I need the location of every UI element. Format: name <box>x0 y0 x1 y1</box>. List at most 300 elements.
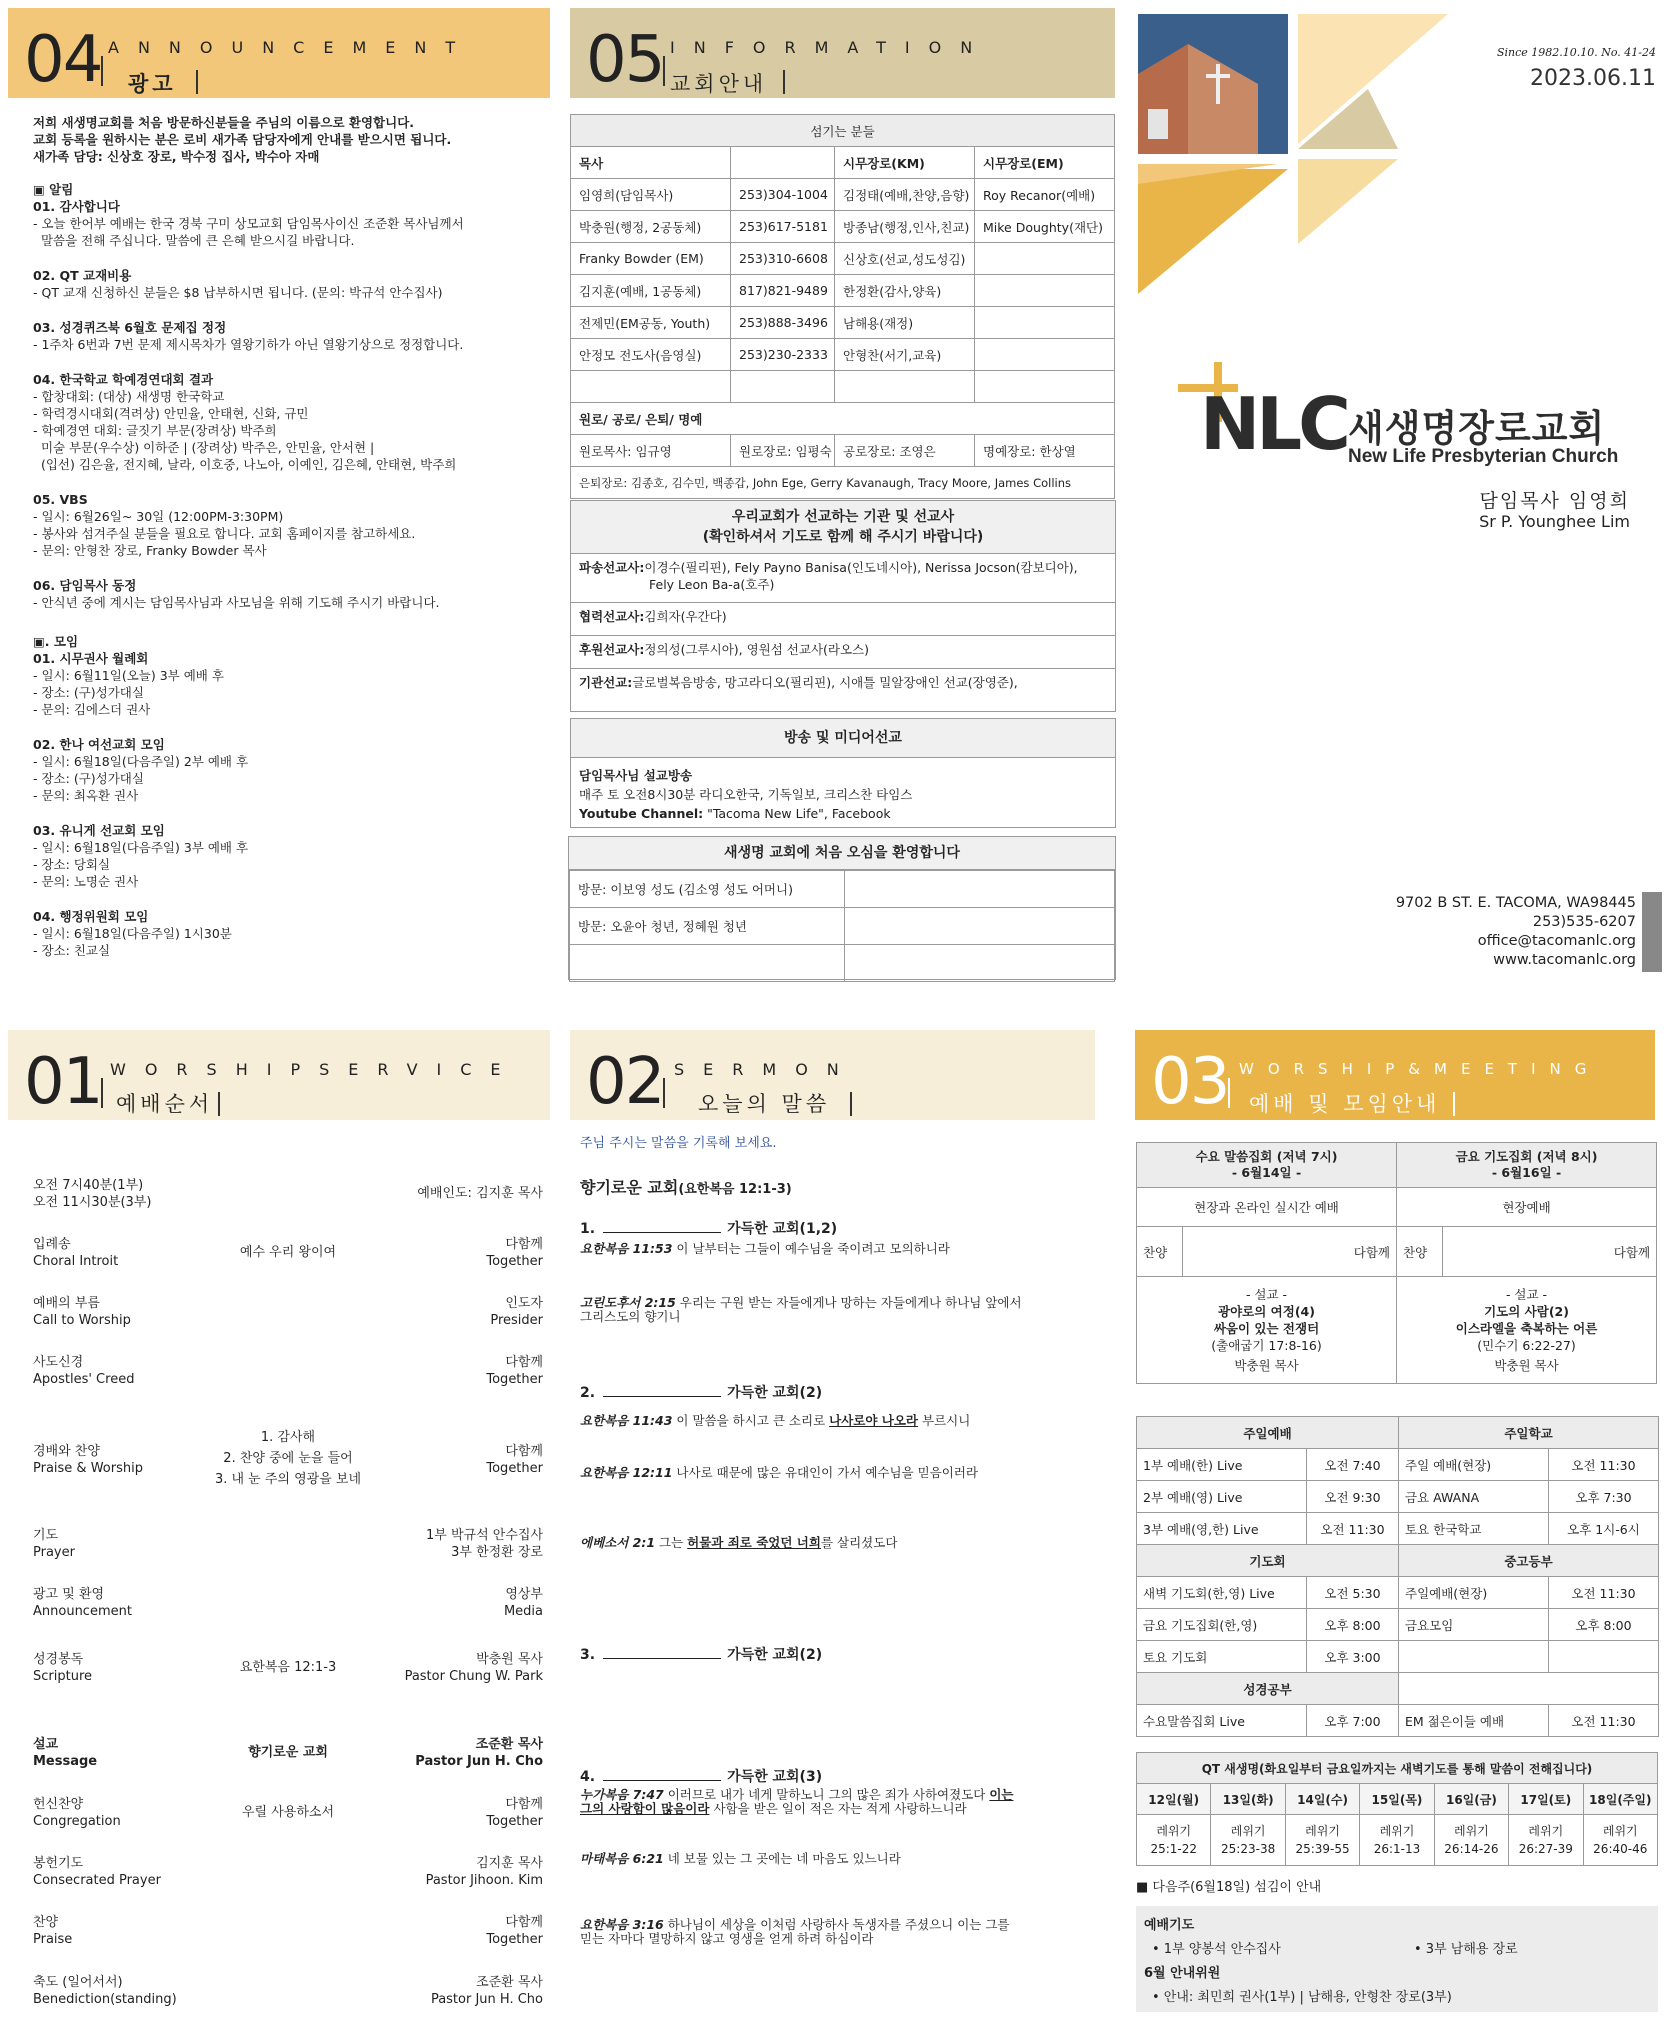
point-number: 1. <box>580 1221 596 1237</box>
announcement-header <box>8 8 550 98</box>
meeting-heading: ▣. 모임 <box>33 634 79 649</box>
schedule-heading <box>1137 1673 1659 1705</box>
wed-type: 현장과 온라인 실시간 예배 <box>1137 1188 1397 1227</box>
schedule-cell: 토요 기도회 <box>1137 1641 1307 1673</box>
table-row <box>571 307 1115 339</box>
verse-text: 이 말씀을 하시고 큰 소리로 <box>672 1413 830 1428</box>
worship-item <box>33 1736 543 1772</box>
worship-item <box>33 1586 543 1622</box>
worship-item <box>33 1236 543 1272</box>
website-link[interactable]: www.tacomanlc.org <box>1493 952 1636 968</box>
item-ko: 설교 <box>33 1737 59 1752</box>
qt-ref <box>1509 1815 1583 1866</box>
retired-elders: 은퇴장로: 김종호, 김수민, 백종갑, John Ege, Gerry Kavanaugh, Tracy Moore, James Collins <box>571 467 1115 499</box>
logo-text: NLC <box>1200 382 1347 466</box>
scripture-verse <box>580 1414 1100 1428</box>
worship-item <box>33 1527 543 1563</box>
section-number: 04 <box>24 23 102 97</box>
table-cell: 253)888-3496 <box>731 307 835 339</box>
scripture-verse <box>580 1536 1100 1550</box>
table-cell: 253)310-6608 <box>731 243 835 275</box>
table-cell: 253)304-1004 <box>731 179 835 211</box>
item-en: Choral Introit <box>33 1254 119 1269</box>
table-cell: 김정태(예배,찬양,음향) <box>835 179 975 211</box>
serving-title: 섬기는 분들 <box>571 115 1115 147</box>
notice-block <box>33 371 533 473</box>
qt-book: 레위기 <box>1379 1824 1415 1838</box>
welcome-box <box>568 836 1116 980</box>
table-row <box>571 243 1115 275</box>
schedule-cell: 새벽 기도회(한,영) Live <box>1137 1577 1307 1609</box>
pastor-ko: 담임목사 임영희 <box>1479 490 1630 512</box>
elders-heading: 원로/ 공로/ 은퇴/ 명예 <box>571 403 1115 435</box>
role-en: Pastor Chung W. Park <box>404 1669 543 1684</box>
section-title-en: WORSHIP&MEETING <box>1239 1060 1601 1078</box>
service-time: 오전 7시40분(1부) 오전 11시30분(3부) <box>33 1178 152 1210</box>
table-cell: Roy Recanor(예배) <box>975 179 1115 211</box>
table-cell <box>975 275 1115 307</box>
information-header <box>570 8 1115 98</box>
item-ko: 찬양 <box>33 1915 59 1930</box>
praise-song: 2. 찬양 중에 눈을 들어 <box>223 1451 353 1466</box>
schedule-cell: 토요 한국학교 <box>1399 1513 1549 1545</box>
scripture-verse <box>580 1242 1100 1256</box>
schedule-row <box>1137 1513 1659 1545</box>
worship-item <box>33 1974 543 2010</box>
mission-row <box>571 669 1115 701</box>
role-ko: 다함께 <box>505 1237 543 1252</box>
item-middle: 예수 우리 왕이여 <box>239 1245 337 1260</box>
schedule-cell: 2부 예배(영) Live <box>1137 1481 1307 1513</box>
elder-cell: 원로목사: 임규영 <box>571 435 731 467</box>
verse-ref: 요한복음 11:43 <box>580 1413 673 1428</box>
item-en: Praise & Worship <box>33 1461 143 1476</box>
notice-title: 01. 감사합니다 <box>33 199 120 214</box>
table-row <box>571 339 1115 371</box>
qt-chapter: 26:27-39 <box>1518 1842 1573 1856</box>
mission-text: Fely Leon Ba-a(호주) <box>649 577 775 592</box>
mission-box <box>570 500 1116 712</box>
schedule-cell: 1부 예배(한) Live <box>1137 1449 1307 1481</box>
pastor-en: Sr P. Younghee Lim <box>1479 512 1630 531</box>
mission-row <box>571 554 1115 603</box>
role-en: Presider <box>490 1313 543 1328</box>
scripture-verse <box>580 1466 1100 1480</box>
worship-item-label <box>33 1855 161 1889</box>
praise-song: 1. 감사해 <box>260 1430 316 1445</box>
meeting-line: - 문의: 노명순 권사 <box>33 874 139 889</box>
schedule-cell: 오전 9:30 <box>1307 1481 1399 1513</box>
media-title: 방송 및 미디어선교 <box>571 719 1115 758</box>
qt-day: 17일(토) <box>1509 1784 1583 1815</box>
section-title-en: WORSHIPSERVICE <box>110 1060 520 1079</box>
table-cell: 신상호(선교,성도성김) <box>835 243 975 275</box>
worship-item-role <box>426 1855 543 1889</box>
mission-label: 파송선교사: <box>579 560 645 575</box>
schedule-heading <box>1137 1545 1659 1577</box>
worship-header <box>8 1030 550 1120</box>
phone: 253)535-6207 <box>1532 914 1636 930</box>
qt-day: 15일(목) <box>1360 1784 1434 1815</box>
schedule-cell: 주일 예배(현장) <box>1399 1449 1549 1481</box>
schedule-head: 기도회 <box>1137 1545 1399 1577</box>
mission-text: 김희자(우간다) <box>644 609 727 624</box>
notice-title: 02. QT 교재비용 <box>33 268 132 283</box>
schedule-cell: 수요말씀집회 Live <box>1137 1705 1307 1737</box>
worship-item-label <box>33 1914 72 1948</box>
worship-item-label <box>33 1527 75 1561</box>
table-cell: 전제민(EM공동, Youth) <box>571 307 731 339</box>
worship-item-role <box>486 1236 543 1270</box>
schedule-cell: 오전 11:30 <box>1307 1513 1399 1545</box>
meeting-line: - 일시: 6월18일(다음주일) 1시30분 <box>33 926 232 941</box>
meeting-header <box>1135 1030 1655 1120</box>
qt-book: 레위기 <box>1305 1824 1340 1838</box>
section-number: 05 <box>586 23 664 97</box>
verse-text: 네 보물 있는 그 곳에는 네 마음도 있느니라 <box>663 1851 901 1866</box>
notice-title: 05. VBS <box>33 492 88 507</box>
schedule-cell: 오전 11:30 <box>1549 1577 1659 1609</box>
table-cell <box>975 243 1115 275</box>
qt-day: 12일(월) <box>1137 1784 1211 1815</box>
church-name-en: New Life Presbyterian Church <box>1348 446 1619 467</box>
qt-chapter: 25:23-38 <box>1221 1842 1276 1856</box>
schedule-cell: 오전 7:40 <box>1307 1449 1399 1481</box>
table-cell <box>975 307 1115 339</box>
qt-table <box>1136 1752 1658 1866</box>
welcome-line: 새가족 담당: 신상호 장로, 박수정 집사, 박수아 자매 <box>33 149 320 164</box>
role-ko: 인도자 <box>505 1296 543 1311</box>
fri-type: 현장예배 <box>1397 1188 1657 1227</box>
verse-text: 이 날부터는 그들이 예수님을 죽이려고 모의하니라 <box>672 1241 950 1256</box>
qt-ref <box>1285 1815 1359 1866</box>
item-ko: 축도 (일어서서) <box>33 1975 123 1990</box>
worship-item-label <box>33 1974 177 2008</box>
verse-underline: 허물과 죄로 죽었던 너희 <box>687 1535 821 1550</box>
table-cell: 안형찬(서기,교육) <box>835 339 975 371</box>
meeting-title: 04. 행정위원회 모임 <box>33 909 149 924</box>
role-ko: 다함께 <box>505 1355 543 1370</box>
item-en: Scripture <box>33 1669 93 1684</box>
meeting-block <box>33 650 533 718</box>
verse-text: 부르시니 <box>918 1413 971 1428</box>
notice-line: - 문의: 안형찬 장로, Franky Bowder 목사 <box>33 543 267 558</box>
notice-block <box>33 491 533 559</box>
fill-in-blank[interactable] <box>603 1768 721 1781</box>
meeting-line: - 일시: 6월18일(다음주일) 3부 예배 후 <box>33 840 249 855</box>
role-en: Together <box>486 1461 543 1476</box>
schedule-cell: 오전 5:30 <box>1307 1577 1399 1609</box>
schedule-head: 주일예배 <box>1137 1417 1399 1449</box>
qt-chapter: 26:14-26 <box>1444 1842 1499 1856</box>
role-en: Pastor Jun H. Cho <box>430 1992 543 2007</box>
verse-text: 를 살리셨도다 <box>820 1535 898 1550</box>
qt-book: 레위기 <box>1230 1824 1266 1838</box>
notice-line: - 일시: 6월26일~ 30일 (12:00PM-3:30PM) <box>33 509 284 524</box>
qt-ref <box>1583 1815 1657 1866</box>
elder-cell: 원로장로: 임평숙 <box>731 435 835 467</box>
role-en: 3부 한정환 장로 <box>451 1545 543 1560</box>
elder-cell: 명예장로: 한상열 <box>975 435 1115 467</box>
media-youtube: Youtube Channel: "Tacoma New Life", Facebook <box>579 806 891 821</box>
worship-item-role <box>415 1736 543 1770</box>
elder-cell: 공로장로: 조영은 <box>835 435 975 467</box>
sermon-point <box>580 1218 837 1238</box>
table-cell <box>975 339 1115 371</box>
visitor-cell: 방문: 오윤아 청년, 정혜원 청년 <box>570 908 845 945</box>
table-cell: 한정환(감사,양육) <box>835 275 975 307</box>
welcome-line: 저희 새생명교회를 처음 방문하신분들을 주님의 이름으로 환영합니다. <box>33 115 415 130</box>
prayer-1: • 1부 양봉석 안수집사 <box>1152 1942 1281 1957</box>
col-header: 시무장로(EM) <box>975 147 1115 179</box>
welcome-line: 교회 등록을 원하시는 분은 로비 새가족 담당자에게 안내를 받으시면 됩니다. <box>33 132 452 147</box>
meeting-line: - 장소: 친교실 <box>33 943 111 958</box>
schedule-cell <box>1549 1641 1659 1673</box>
point-number: 2. <box>580 1385 596 1401</box>
fill-in-blank[interactable] <box>603 1220 721 1233</box>
schedule-row <box>1137 1641 1659 1673</box>
item-ko: 경배와 찬양 <box>33 1444 100 1459</box>
schedule-cell: 오전 11:30 <box>1549 1449 1659 1481</box>
item-ko: 헌신찬양 <box>33 1797 84 1812</box>
role-ko: 1부 박규석 안수집사 <box>426 1528 543 1543</box>
schedule-cell: EM 젊은이들 예배 <box>1399 1705 1549 1737</box>
item-en: Prayer <box>33 1545 75 1560</box>
worship-item-role <box>490 1295 543 1329</box>
mission-text: 글로벌복음방송, 망고라디오(필리핀), 시애틀 밀알장애인 선교(장영준), <box>632 675 1018 690</box>
fill-in-blank[interactable] <box>603 1646 721 1659</box>
section-title-ko: 오늘의 말씀 <box>698 1092 831 1116</box>
table-cell: Franky Bowder (EM) <box>571 243 731 275</box>
section-number: 02 <box>586 1045 664 1119</box>
notice-line: - 오늘 한어부 예배는 한국 경북 구미 상모교회 담임목사이신 조준환 목사님께서 <box>33 216 464 231</box>
item-en: Praise <box>33 1932 73 1947</box>
address: 9702 B ST. E. TACOMA, WA98445 <box>1395 895 1636 911</box>
sermon-point <box>580 1644 822 1664</box>
verse-underline: 이는 <box>989 1787 1014 1802</box>
item-ko: 봉헌기도 <box>33 1856 84 1871</box>
item-ko: 광고 및 환영 <box>33 1587 105 1602</box>
schedule-cell: 3부 예배(영,한) Live <box>1137 1513 1307 1545</box>
schedule-row <box>1137 1481 1659 1513</box>
qt-title: QT 새생명(화요일부터 금요일까지는 새벽기도를 통해 말씀이 전해집니다) <box>1137 1753 1658 1784</box>
role-ko: 김지훈 목사 <box>476 1856 543 1871</box>
table-cell: 박충원(행정, 2공동체) <box>571 211 731 243</box>
worship-item-role <box>426 1527 543 1561</box>
mission-label: 협력선교사: <box>579 609 645 624</box>
worship-item-role <box>405 1651 543 1685</box>
col-header <box>731 147 835 179</box>
praise-song: 3. 내 눈 주의 영광을 보네 <box>214 1472 362 1487</box>
scripture-verse <box>580 1788 1100 1816</box>
scripture-verse <box>580 1296 1100 1324</box>
wed-sermon: - 설교 - 광야로의 여정(4) 싸움이 있는 전쟁터 (출애굽기 17:8-16) 박충원 목사 <box>1137 1277 1397 1384</box>
qt-book: 레위기 <box>1528 1824 1564 1838</box>
point-number: 4. <box>580 1769 596 1785</box>
notice-line: - 학력경시대회(격려상) 안민율, 안태현, 신화, 규민 <box>33 406 309 421</box>
section-title-ko: 광고 <box>128 72 177 96</box>
worship-item <box>33 1651 543 1687</box>
schedule-cell: 오후 1시-6시 <box>1549 1513 1659 1545</box>
notice-line: - 합창대회: (대상) 새생명 한국학교 <box>33 389 225 404</box>
schedule-row <box>1137 1449 1659 1481</box>
together-label: 다함께 <box>1183 1227 1397 1277</box>
verse-ref: 마태복음 6:21 <box>580 1851 664 1866</box>
role-en: Together <box>486 1814 543 1829</box>
notice-line: 미술 부문(우수상) 이하준 | (장려상) 박주은, 안민율, 안서현 | <box>33 440 375 455</box>
qt-day: 13일(화) <box>1211 1784 1285 1815</box>
item-en: Message <box>33 1754 98 1769</box>
meeting-title: 01. 시무권사 월례회 <box>33 651 149 666</box>
worship-item-role <box>504 1586 543 1620</box>
worship-item <box>33 1855 543 1891</box>
role-en: Pastor Jun H. Cho <box>415 1754 543 1769</box>
schedule-cell: 금요 AWANA <box>1399 1481 1549 1513</box>
praise-songs <box>33 1427 543 1490</box>
table-row <box>571 211 1115 243</box>
schedule-row <box>1137 1609 1659 1641</box>
item-ko: 성경봉독 <box>33 1652 84 1667</box>
role-en: Media <box>503 1604 543 1619</box>
schedule-heading <box>1137 1417 1659 1449</box>
notice-line: - 안식년 중에 계시는 담임목사님과 사모님을 위해 기도해 주시기 바랍니다. <box>33 595 440 610</box>
sermon-point <box>580 1382 822 1402</box>
sermon-title: 향기로운 교회(요한복음 12:1-3) <box>580 1178 792 1197</box>
item-en: Apostles' Creed <box>33 1372 135 1387</box>
table-cell: 253)230-2333 <box>731 339 835 371</box>
qt-book: 레위기 <box>1156 1824 1192 1838</box>
schedule-cell: 오후 3:00 <box>1307 1641 1399 1673</box>
item-en: Call to Worship <box>33 1313 131 1328</box>
media-box <box>570 718 1116 828</box>
point-text: 가득한 교회(2) <box>727 1647 823 1663</box>
point-text: 가득한 교회(1,2) <box>727 1221 838 1237</box>
schedule-cell: 금요모임 <box>1399 1609 1549 1641</box>
together-label: 다함께 <box>1443 1227 1657 1277</box>
qt-ref <box>1360 1815 1434 1866</box>
verse-ref: 요한복음 3:16 <box>580 1917 664 1932</box>
hymn-label: 찬양 <box>1137 1227 1183 1277</box>
meeting-block <box>33 822 533 890</box>
role-en: Pastor Jihoon. Kim <box>425 1873 543 1888</box>
table-cell: 817)821-9489 <box>731 275 835 307</box>
side-bar <box>1642 892 1662 972</box>
worship-item <box>33 1796 543 1832</box>
item-middle: 요한복음 12:1-3 <box>239 1660 337 1675</box>
qt-day: 18일(주일) <box>1583 1784 1657 1815</box>
meeting-line: - 문의: 최옥환 권사 <box>33 788 139 803</box>
notice-title: 06. 담임목사 동정 <box>33 578 137 593</box>
role-ko: 다함께 <box>505 1915 543 1930</box>
verse-underline: 나사로야 나오라 <box>829 1413 919 1428</box>
announcement-body <box>33 114 533 977</box>
table-cell: 남해용(재정) <box>835 307 975 339</box>
mission-text: 이경수(필리핀), Fely Payno Banisa(인도네시아), Nerissa Jocson(캄보디아), <box>644 560 1078 575</box>
qt-chapter: 26:1-13 <box>1373 1842 1421 1856</box>
meeting-line: - 일시: 6월11일(오늘) 3부 예배 후 <box>33 668 224 683</box>
notice-block <box>33 577 533 611</box>
table-cell: 임영희(담임목사) <box>571 179 731 211</box>
item-en: Benediction(standing) <box>33 1992 177 2007</box>
serving-table <box>570 114 1115 499</box>
worship-item <box>33 1430 543 1487</box>
point-text: 가득한 교회(2) <box>727 1385 823 1401</box>
section-title-en: SERMON <box>674 1060 858 1079</box>
mission-label: 후원선교사: <box>579 642 645 657</box>
schedule-table <box>1136 1416 1659 1737</box>
next-week-heading: ■ 다음주(6월18일) 섬김이 안내 <box>1136 1880 1322 1895</box>
qt-ref <box>1434 1815 1508 1866</box>
usher-heading: 6월 안내위원 <box>1144 1966 1221 1981</box>
media-sub: 담임목사님 설교방송 <box>579 768 693 783</box>
role-en: Together <box>486 1254 543 1269</box>
notice-block <box>33 319 533 353</box>
item-en: Announcement <box>33 1604 132 1619</box>
verse-text: 믿는 자마다 멸망하지 않고 영생을 얻게 하려 하심이라 <box>580 1931 874 1946</box>
section-title-en: INFORMATION <box>670 38 992 57</box>
table-cell: 안정모 전도사(음영실) <box>571 339 731 371</box>
section-number: 03 <box>1151 1045 1229 1119</box>
mission-row <box>571 636 1115 669</box>
prayer-3: • 3부 남해용 장로 <box>1414 1942 1518 1957</box>
verse-ref: 요한복음 12:11 <box>580 1465 673 1480</box>
qt-ref <box>1211 1815 1285 1866</box>
mission-label: 기관선교: <box>579 675 633 690</box>
worship-item <box>33 1354 543 1390</box>
prayer-heading: 예배기도 <box>1144 1918 1195 1933</box>
church-name-ko: 새생명장로교회 <box>1348 407 1606 450</box>
item-ko: 예배의 부름 <box>33 1296 100 1311</box>
item-ko: 기도 <box>33 1528 59 1543</box>
fri-title: 금요 기도집회 (저녁 8시) - 6월16일 - <box>1397 1143 1657 1188</box>
midweek-table <box>1136 1142 1657 1384</box>
scripture-verse <box>580 1918 1100 1946</box>
schedule-row <box>1137 1577 1659 1609</box>
mission-row <box>571 603 1115 636</box>
schedule-row <box>1137 1705 1659 1737</box>
item-en: Consecrated Prayer <box>33 1873 161 1888</box>
hymn-label: 찬양 <box>1397 1227 1443 1277</box>
meeting-line: - 장소: (구)성가대실 <box>33 771 144 786</box>
sermon-point <box>580 1766 822 1786</box>
mission-title: 우리교회가 선교하는 기관 및 선교사 <box>731 509 955 525</box>
usher-line: • 안내: 최민희 권사(1부) | 남해용, 안형찬 장로(3부) <box>1152 1990 1452 2005</box>
point-number: 3. <box>580 1647 596 1663</box>
table-row <box>571 275 1115 307</box>
email-link[interactable]: office@tacomanlc.org <box>1477 933 1636 949</box>
welcome-title: 새생명 교회에 처음 오심을 환영합니다 <box>569 837 1115 870</box>
verse-text: 하나님이 세상을 이처럼 사랑하사 독생자를 주셨으니 이는 그를 <box>663 1917 1010 1932</box>
qt-chapter: 25:1-22 <box>1150 1842 1197 1856</box>
table-cell: 김지훈(예배, 1공동체) <box>571 275 731 307</box>
worship-item-role <box>431 1974 543 2008</box>
deco-triangle <box>1138 169 1288 294</box>
table-cell: Mike Doughty(재단) <box>975 211 1115 243</box>
church-logo <box>1170 362 1650 472</box>
verse-ref: 누가복음 7:47 <box>580 1787 664 1802</box>
notice-line: (입선) 김은율, 전지혜, 날라, 이호중, 나노아, 이예인, 김은혜, 안태현, 박주희 <box>33 457 457 472</box>
fill-in-blank[interactable] <box>603 1384 721 1397</box>
meeting-title: 02. 한나 여선교회 모임 <box>33 737 165 752</box>
table-cell: 방종남(행정,인사,친교) <box>835 211 975 243</box>
meeting-block <box>33 908 533 959</box>
bulletin-date: 2023.06.11 <box>1530 66 1656 91</box>
meeting-block <box>33 736 533 804</box>
notice-line: 말씀을 전해 주십니다. 말씀에 큰 은혜 받으시길 바랍니다. <box>33 233 355 248</box>
qt-book: 레위기 <box>1454 1824 1489 1838</box>
schedule-cell: 오후 7:00 <box>1307 1705 1399 1737</box>
role-ko: 조준환 목사 <box>476 1975 543 1990</box>
